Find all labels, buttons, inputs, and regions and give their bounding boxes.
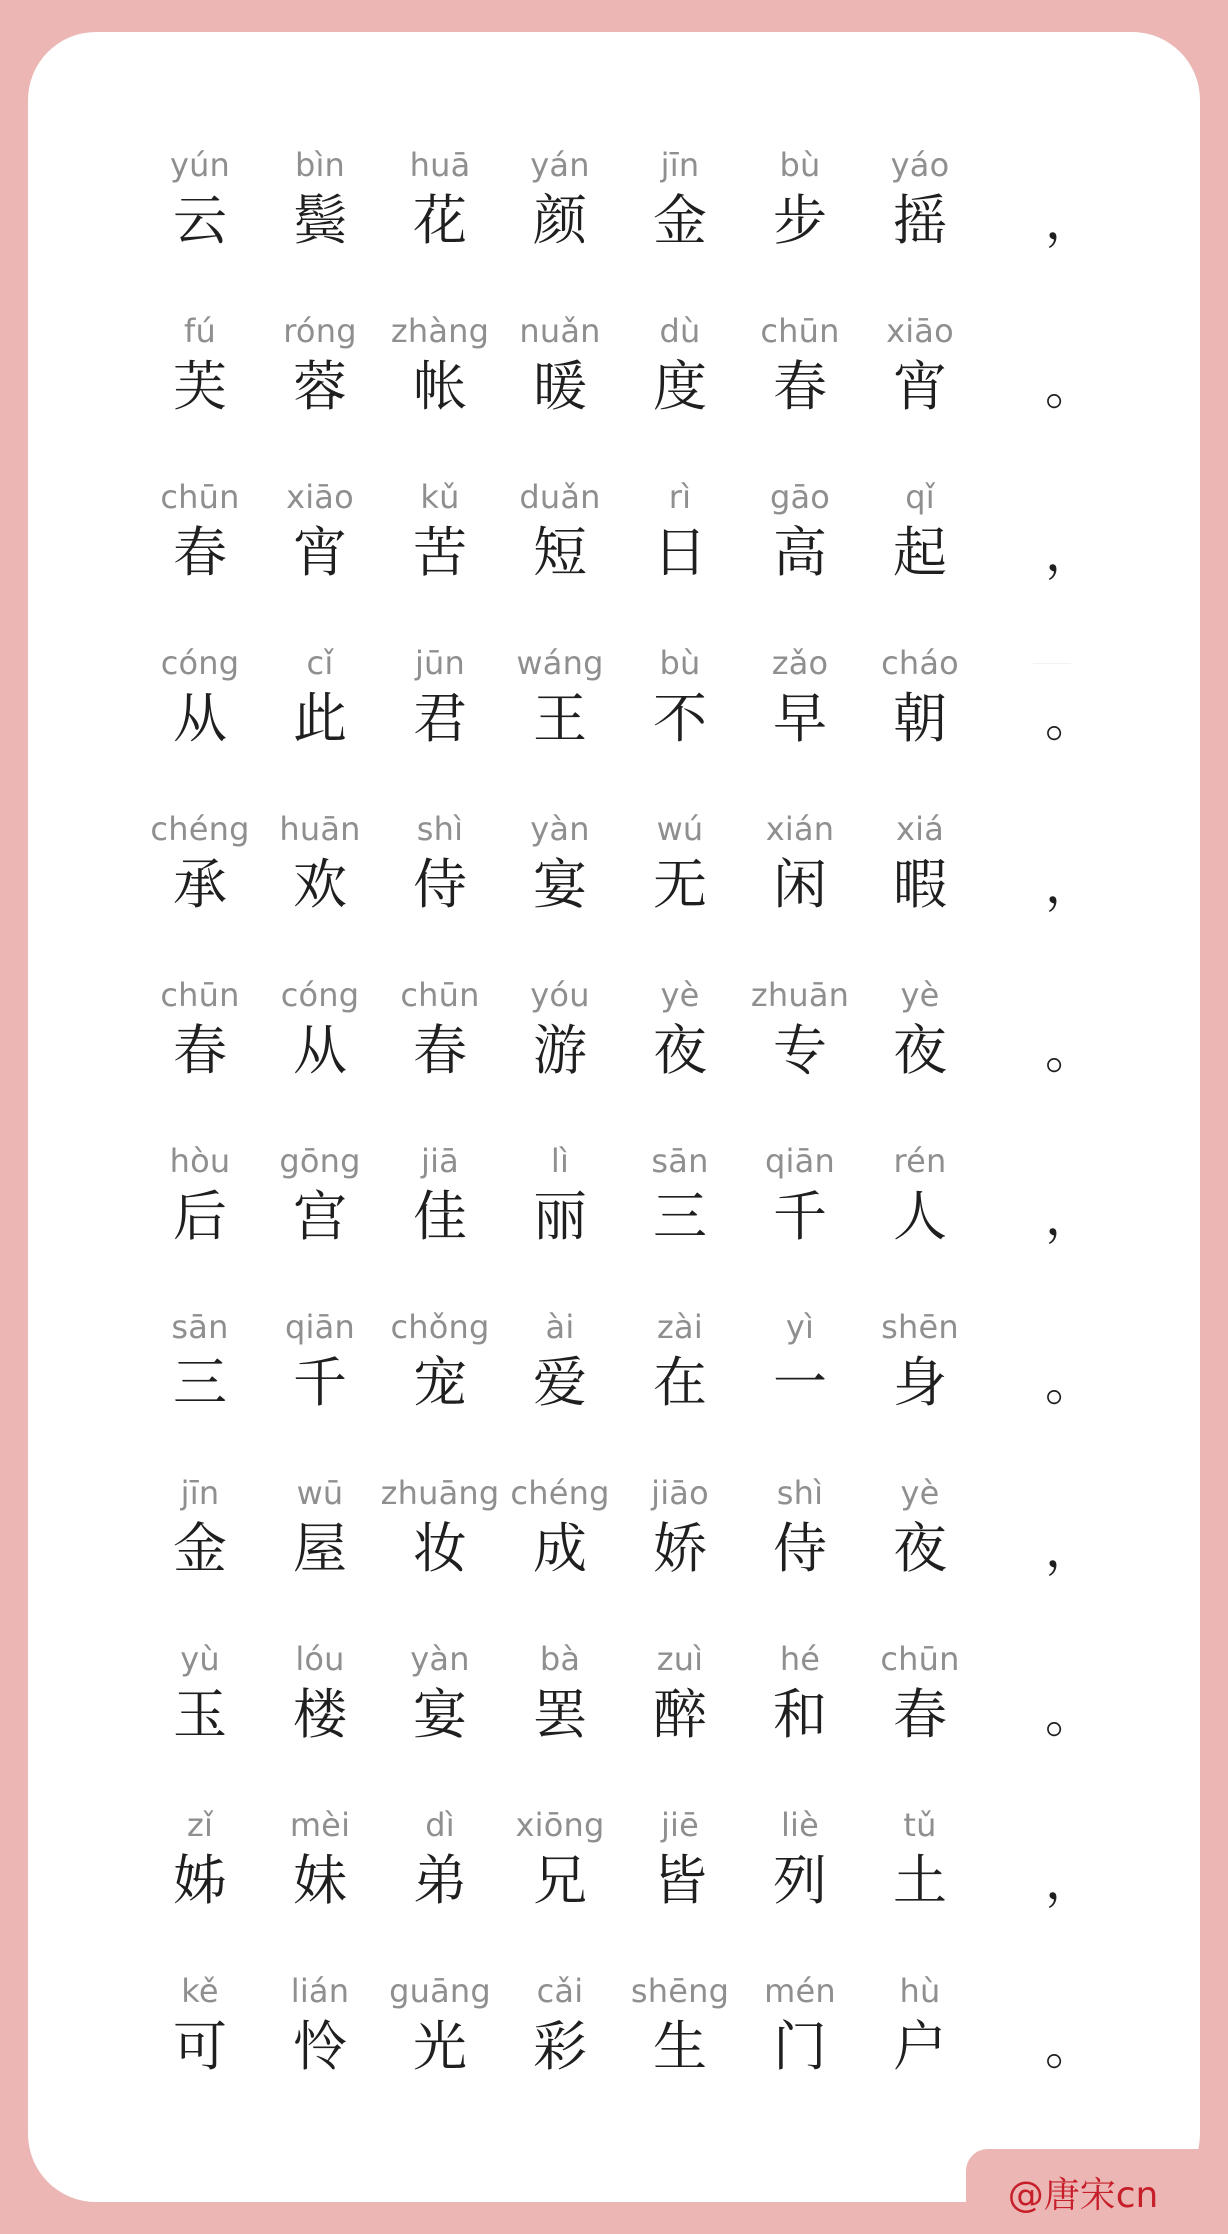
pinyin-label: yóu (530, 976, 590, 1014)
char-cell (740, 1970, 860, 2082)
hanzi-char: 朝 (893, 687, 947, 750)
hanzi-char: 欢 (293, 853, 347, 916)
char-cell (620, 642, 740, 754)
char-cell (860, 1472, 980, 1584)
pinyin-label: chūn (400, 976, 480, 1014)
pinyin-label: lì (550, 1142, 570, 1180)
char-cell (260, 974, 380, 1086)
hanzi-char: 宴 (533, 853, 587, 916)
char-cell (140, 1970, 260, 2082)
pinyin-label: qiān (285, 1308, 355, 1346)
punctuation-mark: ， (1045, 1188, 1095, 1246)
hanzi-char: 夜 (893, 1517, 947, 1580)
hanzi-char: 苦 (413, 521, 467, 584)
punctuation-mark: 。 (1045, 1354, 1095, 1412)
hanzi-char: 户 (893, 2015, 947, 2078)
pinyin-label: yè (660, 976, 700, 1014)
hanzi-char: 游 (533, 1019, 587, 1082)
char-cell (260, 1804, 380, 1916)
hanzi-char: 君 (413, 687, 467, 750)
pinyin-label: shì (416, 810, 464, 848)
hanzi-char: 鬓 (293, 189, 347, 252)
hanzi-char: 早 (773, 687, 827, 750)
char-cell (140, 1306, 260, 1418)
hanzi-char: 楼 (293, 1683, 347, 1746)
pinyin-label: chéng (150, 810, 250, 848)
pinyin-label: jiāo (651, 1474, 709, 1512)
char-cell (740, 310, 860, 422)
hanzi-char: 彩 (533, 2015, 587, 2078)
hanzi-char: 夜 (893, 1019, 947, 1082)
pinyin-label: ài (545, 1308, 575, 1346)
punctuation-mark: ， (1045, 856, 1095, 914)
pinyin-label: dù (659, 312, 701, 350)
pinyin-label: cháo (881, 644, 959, 682)
pinyin-label: huā (409, 146, 471, 184)
hanzi-char: 芙 (173, 355, 227, 418)
hanzi-char: 从 (293, 1019, 347, 1082)
hanzi-char: 在 (653, 1351, 707, 1414)
char-cell (740, 974, 860, 1086)
char-cell (860, 1638, 980, 1750)
pinyin-label: yáo (890, 146, 950, 184)
char-cell (140, 1638, 260, 1750)
pinyin-label: hù (899, 1972, 941, 2010)
pinyin-label: yán (530, 146, 590, 184)
char-cell (140, 144, 260, 256)
char-cell (260, 144, 380, 256)
hanzi-char: 三 (173, 1351, 227, 1414)
hanzi-char: 承 (173, 853, 227, 916)
char-cell (140, 808, 260, 920)
char-cell (140, 476, 260, 588)
hanzi-char: 佳 (413, 1185, 467, 1248)
pinyin-label: zhuān (750, 976, 850, 1014)
pinyin-label: lián (290, 1972, 350, 2010)
char-cell (500, 310, 620, 422)
poem-line (140, 1970, 1100, 2136)
pinyin-label: dì (425, 1806, 455, 1844)
char-cell (260, 476, 380, 588)
char-cell (140, 1140, 260, 1252)
char-cell (740, 1638, 860, 1750)
char-cell (620, 1804, 740, 1916)
char-cell (140, 1804, 260, 1916)
char-cell (260, 1638, 380, 1750)
pinyin-label: chūn (160, 478, 240, 516)
punctuation-mark: 。 (1045, 1686, 1095, 1744)
pinyin-label: yù (180, 1640, 220, 1678)
poem-line (140, 1472, 1100, 1638)
poem-card (28, 32, 1200, 2202)
char-cell (500, 642, 620, 754)
hanzi-char: 高 (773, 521, 827, 584)
hanzi-char: 宵 (893, 355, 947, 418)
hanzi-char: 宫 (293, 1185, 347, 1248)
separator-line (1033, 663, 1071, 664)
pinyin-label: gāo (769, 478, 831, 516)
pinyin-label: bà (539, 1640, 581, 1678)
char-cell (860, 642, 980, 754)
poem-line (140, 144, 1100, 310)
punctuation-mark: 。 (1045, 690, 1095, 748)
hanzi-char: 花 (413, 189, 467, 252)
hanzi-char: 不 (653, 687, 707, 750)
pinyin-label: rì (668, 478, 692, 516)
char-cell (380, 1804, 500, 1916)
char-cell (260, 1970, 380, 2082)
hanzi-char: 成 (533, 1517, 587, 1580)
pinyin-label: chéng (510, 1474, 610, 1512)
poem-body (140, 144, 1100, 2136)
pinyin-label: kǔ (420, 478, 460, 516)
pinyin-label: cǐ (306, 644, 334, 682)
pinyin-label: wáng (516, 644, 604, 682)
pinyin-label: yè (900, 976, 940, 1014)
pinyin-label: jīn (180, 1474, 220, 1512)
hanzi-char: 夜 (653, 1019, 707, 1082)
hanzi-char: 闲 (773, 853, 827, 916)
hanzi-char: 光 (413, 2015, 467, 2078)
pinyin-label: zǐ (186, 1806, 214, 1844)
hanzi-char: 起 (893, 521, 947, 584)
hanzi-char: 千 (293, 1351, 347, 1414)
char-cell (500, 476, 620, 588)
char-cell (500, 1140, 620, 1252)
hanzi-char: 怜 (293, 2015, 347, 2078)
hanzi-char: 步 (773, 189, 827, 252)
pinyin-label: jīn (660, 146, 700, 184)
hanzi-char: 颜 (533, 189, 587, 252)
pinyin-label: qiān (765, 1142, 835, 1180)
pinyin-label: tǔ (903, 1806, 937, 1844)
char-cell (620, 1306, 740, 1418)
hanzi-char: 暇 (893, 853, 947, 916)
hanzi-char: 宴 (413, 1683, 467, 1746)
char-cell (260, 1306, 380, 1418)
pinyin-label: shì (776, 1474, 824, 1512)
char-cell (500, 1804, 620, 1916)
pinyin-label: sān (171, 1308, 229, 1346)
hanzi-char: 皆 (653, 1849, 707, 1912)
char-cell (140, 310, 260, 422)
char-cell (740, 144, 860, 256)
pinyin-label: hòu (169, 1142, 231, 1180)
hanzi-char: 金 (653, 189, 707, 252)
hanzi-char: 后 (173, 1185, 227, 1248)
pinyin-label: xiōng (515, 1806, 605, 1844)
char-cell (380, 1638, 500, 1750)
pinyin-label: róng (283, 312, 357, 350)
hanzi-char: 三 (653, 1185, 707, 1248)
pinyin-label: wú (656, 810, 704, 848)
pinyin-label: zhuāng (380, 1474, 500, 1512)
char-cell (860, 1970, 980, 2082)
char-cell (500, 1638, 620, 1750)
pinyin-label: jiē (660, 1806, 700, 1844)
pinyin-label: qǐ (905, 478, 935, 516)
hanzi-char: 春 (173, 521, 227, 584)
char-cell (500, 1306, 620, 1418)
char-cell (860, 1804, 980, 1916)
hanzi-char: 侍 (413, 853, 467, 916)
char-cell (740, 1140, 860, 1252)
pinyin-label: xiāo (286, 478, 354, 516)
char-cell (380, 1306, 500, 1418)
hanzi-char: 生 (653, 2015, 707, 2078)
hanzi-char: 暖 (533, 355, 587, 418)
pinyin-label: jiā (421, 1142, 459, 1180)
hanzi-char: 醉 (653, 1683, 707, 1746)
pinyin-label: cóng (280, 976, 360, 1014)
hanzi-char: 列 (773, 1849, 827, 1912)
hanzi-char: 妹 (293, 1849, 347, 1912)
pinyin-label: mén (764, 1972, 836, 2010)
hanzi-char: 爱 (533, 1351, 587, 1414)
char-cell (380, 476, 500, 588)
poem-line (140, 974, 1100, 1140)
pinyin-label: shēng (630, 1972, 730, 2010)
char-cell (860, 1140, 980, 1252)
hanzi-char: 专 (773, 1019, 827, 1082)
char-cell (380, 974, 500, 1086)
pinyin-label: yún (169, 146, 231, 184)
poem-line (140, 1140, 1100, 1306)
char-cell (260, 1472, 380, 1584)
char-cell (500, 808, 620, 920)
char-cell (860, 974, 980, 1086)
char-cell (740, 642, 860, 754)
char-cell (620, 974, 740, 1086)
pinyin-label: fú (184, 312, 216, 350)
char-cell (140, 642, 260, 754)
punctuation-mark: 。 (1045, 2018, 1095, 2076)
pinyin-label: bìn (294, 146, 346, 184)
poem-line (140, 808, 1100, 974)
pinyin-label: jūn (414, 644, 466, 682)
pinyin-label: wū (296, 1474, 344, 1512)
pinyin-label: chūn (880, 1640, 960, 1678)
pinyin-label: bù (779, 146, 821, 184)
poem-line (140, 1638, 1100, 1804)
hanzi-char: 金 (173, 1517, 227, 1580)
hanzi-char: 妆 (413, 1517, 467, 1580)
pinyin-label: sān (651, 1142, 709, 1180)
pinyin-label: xiá (895, 810, 945, 848)
char-cell (380, 1970, 500, 2082)
char-cell (860, 1306, 980, 1418)
char-cell (620, 310, 740, 422)
pinyin-label: zài (657, 1308, 703, 1346)
pinyin-label: nuǎn (519, 312, 601, 350)
pinyin-label: zǎo (771, 644, 829, 682)
pinyin-label: cóng (160, 644, 240, 682)
hanzi-char: 度 (653, 355, 707, 418)
char-cell (380, 1140, 500, 1252)
punctuation-mark: ， (1045, 1520, 1095, 1578)
hanzi-char: 千 (773, 1185, 827, 1248)
hanzi-char: 摇 (893, 189, 947, 252)
char-cell (860, 476, 980, 588)
pinyin-label: xián (765, 810, 835, 848)
punctuation-mark: ， (1045, 1852, 1095, 1910)
char-cell (500, 974, 620, 1086)
char-cell (380, 310, 500, 422)
char-cell (740, 808, 860, 920)
char-cell (140, 974, 260, 1086)
hanzi-char: 人 (893, 1185, 947, 1248)
pinyin-label: rén (893, 1142, 947, 1180)
pinyin-label: yàn (530, 810, 590, 848)
char-cell (740, 1306, 860, 1418)
punctuation-mark: 。 (1045, 1022, 1095, 1080)
hanzi-char: 宠 (413, 1351, 467, 1414)
hanzi-char: 罢 (533, 1683, 587, 1746)
char-cell (260, 310, 380, 422)
char-cell (500, 1970, 620, 2082)
pinyin-label: yì (785, 1308, 815, 1346)
hanzi-char: 一 (773, 1351, 827, 1414)
char-cell (140, 1472, 260, 1584)
punctuation-mark: ， (1045, 524, 1095, 582)
pinyin-label: chūn (760, 312, 840, 350)
pinyin-label: hé (779, 1640, 821, 1678)
poem-line (140, 1804, 1100, 1970)
char-cell (260, 1140, 380, 1252)
pinyin-label: lóu (295, 1640, 345, 1678)
hanzi-char: 宵 (293, 521, 347, 584)
pinyin-label: gōng (279, 1142, 361, 1180)
pinyin-label: duǎn (519, 478, 601, 516)
hanzi-char: 无 (653, 853, 707, 916)
char-cell (380, 642, 500, 754)
hanzi-char: 云 (173, 189, 227, 252)
char-cell (740, 1472, 860, 1584)
char-cell (260, 642, 380, 754)
hanzi-char: 门 (773, 2015, 827, 2078)
char-cell (620, 1140, 740, 1252)
hanzi-char: 屋 (293, 1517, 347, 1580)
hanzi-char: 此 (293, 687, 347, 750)
hanzi-char: 侍 (773, 1517, 827, 1580)
poem-line (140, 642, 1100, 808)
hanzi-char: 日 (653, 521, 707, 584)
char-cell (620, 1472, 740, 1584)
char-cell (740, 476, 860, 588)
hanzi-char: 春 (413, 1019, 467, 1082)
hanzi-char: 玉 (173, 1683, 227, 1746)
hanzi-char: 蓉 (293, 355, 347, 418)
char-cell (380, 1472, 500, 1584)
char-cell (620, 1970, 740, 2082)
pinyin-label: zhàng (390, 312, 490, 350)
char-cell (860, 808, 980, 920)
hanzi-char: 帐 (413, 355, 467, 418)
hanzi-char: 兄 (533, 1849, 587, 1912)
char-cell (260, 808, 380, 920)
char-cell (620, 808, 740, 920)
punctuation-mark: ， (1045, 192, 1095, 250)
hanzi-char: 丽 (533, 1185, 587, 1248)
hanzi-char: 春 (893, 1683, 947, 1746)
hanzi-char: 身 (893, 1351, 947, 1414)
hanzi-char: 春 (173, 1019, 227, 1082)
char-cell (380, 808, 500, 920)
char-cell (860, 310, 980, 422)
char-cell (620, 144, 740, 256)
punctuation-mark: 。 (1045, 358, 1095, 416)
hanzi-char: 春 (773, 355, 827, 418)
char-cell (380, 144, 500, 256)
char-cell (860, 144, 980, 256)
poem-line (140, 476, 1100, 642)
char-cell (620, 476, 740, 588)
pinyin-label: liè (780, 1806, 820, 1844)
hanzi-char: 姊 (173, 1849, 227, 1912)
pinyin-label: yàn (410, 1640, 470, 1678)
char-cell (500, 144, 620, 256)
poem-line (140, 1306, 1100, 1472)
hanzi-char: 从 (173, 687, 227, 750)
pinyin-label: cǎi (536, 1972, 584, 2010)
pinyin-label: yè (900, 1474, 940, 1512)
hanzi-char: 娇 (653, 1517, 707, 1580)
pinyin-label: kě (181, 1972, 219, 2010)
char-cell (620, 1638, 740, 1750)
char-cell (740, 1804, 860, 1916)
char-cell (500, 1472, 620, 1584)
hanzi-char: 短 (533, 521, 587, 584)
pinyin-label: mèi (289, 1806, 351, 1844)
pinyin-label: bù (659, 644, 701, 682)
hanzi-char: 土 (893, 1849, 947, 1912)
pinyin-label: huān (279, 810, 361, 848)
hanzi-char: 王 (533, 687, 587, 750)
pinyin-label: zuì (656, 1640, 704, 1678)
hanzi-char: 和 (773, 1683, 827, 1746)
poem-line (140, 310, 1100, 476)
pinyin-label: xiāo (886, 312, 954, 350)
hanzi-char: 可 (173, 2015, 227, 2078)
hanzi-char: 弟 (413, 1849, 467, 1912)
pinyin-label: chūn (160, 976, 240, 1014)
pinyin-label: shēn (881, 1308, 959, 1346)
pinyin-label: guāng (389, 1972, 491, 2010)
watermark-label: @唐宋cn (966, 2149, 1200, 2234)
pinyin-label: chǒng (390, 1308, 490, 1346)
